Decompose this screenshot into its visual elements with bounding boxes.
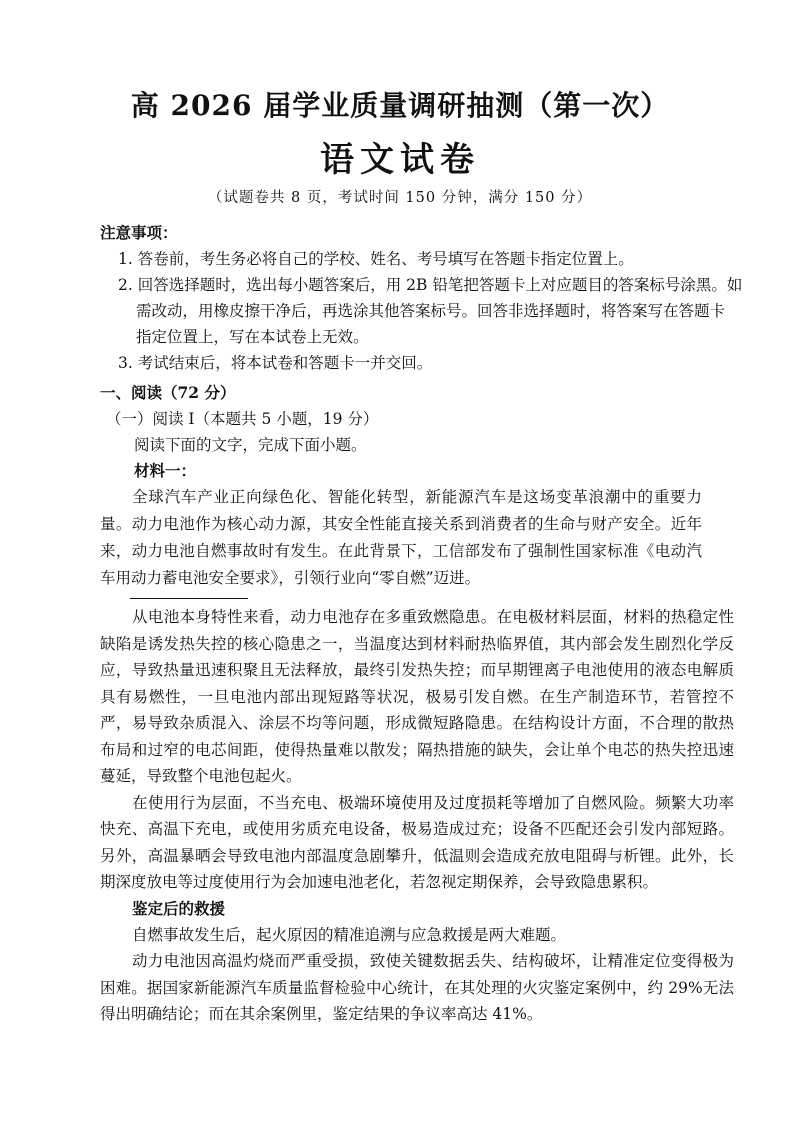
- subject-title: 语文试卷: [320, 140, 480, 180]
- notes-item-2: 2. 回答选择题时，选出每小题答案后，用 2B 铅笔把答题卡上对应题目的答案标号涂黑。如: [118, 276, 743, 294]
- notes-section: [100, 220, 790, 376]
- exam-info: （试题卷共 8 页，考试时间 150 分钟，满分 150 分）: [207, 190, 593, 206]
- reading-section: [100, 380, 790, 484]
- exam-title: 高 2026 届学业质量调研抽测（第一次）: [130, 89, 670, 122]
- notes-item-2-cont: 需改动，用橡皮擦干净后，再选涂其他答案标号。回答非选择题时，将答案写在答题卡: [136, 302, 726, 320]
- material-1-text: 全球汽车产业正向绿色化、智能化转型，新能源汽车是这场变革浪潮中的重要力量。动力电池作为核心动力源，其安全性能直接关系到消费者的生命与财产安全。近年来，动力电池自燃事故时有发生。在此背景下，工信部发布了强制性国家标准《电动汽车用动力蓄电池安全要求》，引领行业向“零自燃”迈进。: [100, 488, 702, 587]
- section-heading: 一、阅读（72 分）: [100, 383, 236, 402]
- body-paragraph-1: 从电池本身特性来看，动力电池存在多重致燃隐患。在电极材料层面，材料的热稳定性缺陷是诱发热失控的核心隐患之一，当温度达到材料耐热临界值，其内部会发生剧烈化学反应，导致热量迅速积聚且无法释放，最终引发热失控；而早期锂离子电池使用的液态电解质具有易燃性，一旦电池内部出现短路等状况，极易引发自燃。在生产制造环节，若管控不严，易导致杂质混入、涂层不均等问题，形成微短路隐患。在结构设计方面，不合理的散热布局和过窄的电芯间距，使得热量难以散发；隔热措施的缺失，会让单个电芯的热失控迅速蔓延，导致整个电池包起火。: [100, 608, 734, 785]
- notes-heading: 注意事项：: [100, 223, 178, 242]
- body-paragraph-4: 动力电池因高温灼烧而严重受损，致使关键数据丢失、结构破坏，让精准定位变得极为困难。据国家新能源汽车质量监督检验中心统计，在其处理的火灾鉴定案例中，约 29%无法得出明确结论；而在其余案例里，鉴定结果的争议率高达 41%。: [100, 952, 734, 1023]
- body-paragraph-2: 在使用行为层面，不当充电、极端环境使用及过度损耗等增加了自燃风险。频繁大功率快充、高温下充电，或使用劣质充电设备，极易造成过充；设备不匹配还会引发内部短路。另外，高温暴晒会导致电池内部温度急剧攀升，低温则会造成充放电阻碍与析锂。此外，长期深度放电等过度使用行为会加速电池老化，若忽视定期保养，会导致隐患累积。: [100, 793, 734, 891]
- instruction: 阅读下面的文字，完成下面小题。: [134, 436, 367, 454]
- divider-line: [130, 598, 248, 599]
- body-paragraph-3: 自燃事故发生后，起火原因的精准追溯与应急救援是两大难题。: [132, 925, 567, 944]
- sub-section-heading: （一）阅读 I（本题共 5 小题，19 分）: [106, 410, 379, 428]
- material-1: [100, 484, 702, 592]
- notes-item-2-cont2: 指定位置上，写在本试卷上无效。: [136, 328, 369, 346]
- material-label: 材料一：: [134, 461, 197, 480]
- body-subheading: 鉴定后的救援: [132, 898, 226, 918]
- notes-item-1: 1. 答卷前，考生务必将自己的学校、姓名、考号填写在答题卡指定位置上。: [118, 250, 634, 268]
- article-body: [100, 604, 734, 1028]
- notes-item-3: 3. 考试结束后，将本试卷和答题卡一并交回。: [118, 354, 433, 372]
